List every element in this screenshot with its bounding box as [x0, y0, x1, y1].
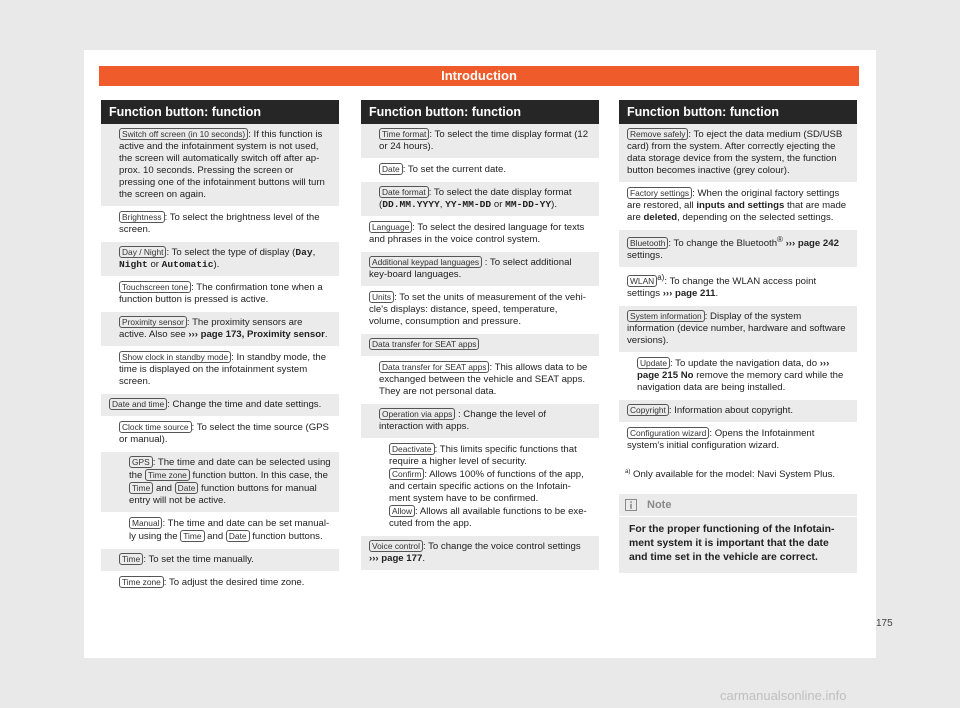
item-text: : Opens the Infotainment system's initial configuration wizard.	[627, 428, 815, 452]
item-text: function button. In this case, the	[189, 470, 328, 481]
function-button-tag: Remove safely	[627, 128, 688, 140]
list-item	[101, 394, 339, 417]
column-heading: Function button: function	[361, 100, 599, 124]
function-button-tag: Brightness	[119, 211, 165, 223]
list-item	[101, 572, 339, 595]
emphasis-text: inputs and settings	[696, 200, 785, 211]
function-button-tag: Language	[369, 221, 412, 233]
item-text: ).	[213, 259, 220, 270]
function-button-tag: Date	[226, 530, 250, 542]
function-button-tag: Time	[180, 530, 204, 542]
item-text: ,	[439, 199, 446, 210]
list-item	[361, 357, 599, 404]
function-button-tag: Day / Night	[119, 246, 166, 258]
list-item	[361, 439, 599, 536]
function-button-tag: Allow	[389, 505, 415, 517]
list-item	[619, 400, 857, 423]
function-button-tag: Time	[129, 482, 153, 494]
column-heading: Function button: function	[619, 100, 857, 124]
function-button-tag: Time	[119, 553, 143, 565]
list-item	[361, 287, 599, 334]
item-text: : Allows all available functions to be exe-cuted from the app.	[389, 506, 587, 529]
item-text: : In standby mode, the time is displayed on the infotainment system screen.	[119, 352, 327, 387]
item-text: : To select the brightness level of the screen.	[119, 212, 320, 235]
list-item	[101, 513, 339, 549]
item-text: and	[153, 483, 175, 494]
item-text: , depending on the selected settings.	[677, 212, 834, 223]
list-item	[101, 347, 339, 394]
emphasis-text: deleted	[643, 212, 678, 223]
function-button-tag: Confirm	[389, 468, 424, 480]
column-3	[619, 100, 857, 573]
list-item	[101, 207, 339, 242]
function-button-tag: GPS	[129, 456, 153, 468]
page-reference: ››› page 215 No	[637, 358, 830, 382]
page-reference: ››› page 242	[782, 238, 839, 250]
function-button-tag: Time zone	[145, 469, 190, 481]
trademark-mark: ®	[777, 235, 783, 244]
list-item	[361, 252, 599, 287]
item-text: : The proximity sensors are active. Also see	[119, 317, 303, 340]
item-text: ,	[312, 247, 316, 258]
function-button-tag: Date	[379, 163, 403, 175]
item-text: : Display of the system information (device number, hardware and software versions).	[627, 311, 846, 347]
list-item	[619, 124, 857, 183]
function-button-tag: Bluetooth	[627, 237, 668, 249]
function-button-tag: Data transfer for SEAT apps	[369, 338, 479, 350]
list-item	[101, 124, 339, 207]
function-button-tag: Configuration wizard	[627, 427, 709, 439]
item-text: and	[204, 531, 226, 542]
page-reference: ››› page 173, Proximity sensor	[188, 329, 325, 340]
list-item	[619, 306, 857, 353]
watermark: carmanualsonline.info	[720, 688, 847, 703]
item-text: .	[422, 553, 425, 564]
item-text: settings.	[627, 250, 663, 262]
item-text: : This allows data to be exchanged between the vehicle and SEAT apps. They are not personal data.	[379, 362, 588, 397]
item-text: or	[491, 199, 506, 210]
list-item	[101, 549, 339, 572]
item-text: : To change the WLAN access point settings	[627, 276, 817, 300]
function-button-tag: Update	[637, 357, 670, 369]
list-item	[361, 404, 599, 439]
function-button-tag: Time zone	[119, 576, 164, 588]
function-button-tag: Proximity sensor	[119, 316, 187, 328]
item-text: function buttons for manual entry will not be active.	[129, 483, 317, 506]
function-button-tag: Operation via apps	[379, 408, 455, 420]
footnote-mark: a)	[625, 469, 631, 476]
item-text: : Change the level of interaction with apps.	[379, 409, 546, 432]
function-button-tag: Switch off screen (in 10 seconds)	[119, 128, 248, 140]
item-text: : The confirmation tone when a function button is pressed is active.	[119, 282, 323, 305]
item-text: : If this function is active and the infotainment system is not used, the screen will automatically switch off after ap-prox. 10 seconds. Pressing the screen or pressing one of the infotainment buttons will turn the screen on again.	[119, 129, 325, 200]
function-button-tag: Deactivate	[389, 443, 435, 455]
column-heading: Function button: function	[101, 100, 339, 124]
item-text: : To set the units of measurement of the vehi-cle's displays: distance, speed, temperature, volume, consumption and pressure.	[369, 292, 586, 327]
function-button-tag: Voice control	[369, 540, 423, 552]
item-text: : This limits specific functions that require a higher level of security.	[389, 444, 577, 467]
list-item	[361, 536, 599, 571]
item-text: function buttons.	[249, 531, 323, 542]
function-button-tag: Data transfer for SEAT apps	[379, 361, 489, 373]
footnote-mark: a)	[657, 273, 665, 283]
function-button-tag: Date	[175, 482, 199, 494]
list-item	[101, 417, 339, 452]
list-item	[101, 277, 339, 312]
item-text: : To set the time manually.	[143, 554, 254, 565]
item-text: : To set the current date.	[402, 164, 506, 175]
function-button-tag: Manual	[129, 517, 162, 529]
item-text: : Information about copyright.	[668, 405, 794, 417]
list-item	[361, 159, 599, 182]
function-button-tag: Factory settings	[627, 187, 692, 199]
note-header	[619, 494, 857, 517]
list-item	[101, 242, 339, 277]
list-item	[361, 334, 599, 357]
option-code: DD.MM.YYYY	[382, 199, 440, 210]
option-code: YY-MM-DD	[445, 199, 492, 210]
list-item	[361, 182, 599, 217]
function-button-tag: Time format	[379, 128, 429, 140]
function-button-tag: Date format	[379, 186, 429, 198]
item-text: remove the memory card while the navigation data are being installed.	[637, 370, 844, 394]
option-code: Night	[119, 259, 148, 270]
footnote	[619, 458, 857, 487]
list-item	[619, 183, 857, 230]
item-text: that are made are	[627, 200, 847, 223]
item-text: : To select the type of display (	[166, 247, 296, 258]
info-icon	[625, 499, 637, 511]
list-item	[361, 124, 599, 159]
function-button-tag: System information	[627, 310, 705, 322]
item-text: : To select the time source (GPS or manual).	[119, 422, 329, 445]
note-box	[619, 494, 857, 573]
list-item	[619, 268, 857, 306]
list-item	[619, 423, 857, 458]
item-text: : When the original factory settings are restored, all	[627, 188, 840, 211]
item-text: .	[324, 329, 328, 340]
item-text: : The time and date can be selected using the	[129, 457, 331, 481]
item-text: : To update the navigation data, do	[670, 358, 820, 370]
function-button-tag: Clock time source	[119, 421, 192, 433]
item-text: : Allows 100% of functions of the app, and certain specific actions on the Infotain-ment system have to be confirmed.	[389, 469, 584, 504]
item-text: : Change the time and date settings.	[167, 399, 322, 410]
item-text: : To eject the data medium (SD/USB card) from the system. After correctly ejecting the data storage device from the system, the function button becomes inactive (grey colour).	[627, 129, 843, 176]
option-code: Day	[295, 247, 313, 258]
option-code: Automatic	[161, 259, 214, 270]
list-item	[619, 353, 857, 400]
function-button-tag: Copyright	[627, 404, 669, 416]
list-item	[619, 230, 857, 268]
function-button-tag: Units	[369, 291, 394, 303]
item-text: : To select the date display format (	[379, 187, 572, 210]
page-reference: ››› page 177	[369, 553, 423, 564]
function-button-tag: Touchscreen tone	[119, 281, 191, 293]
function-button-tag: Date and time	[109, 398, 167, 410]
column-1	[101, 100, 339, 595]
column-2	[361, 100, 599, 571]
item-text: .	[715, 288, 719, 300]
item-text: ).	[551, 199, 557, 210]
item-text: : To change the Bluetooth	[668, 238, 778, 250]
function-button-tag: Show clock in standby mode	[119, 351, 231, 363]
note-text: For the proper functioning of the Infotain-ment system it is important that the date and time set in the vehicle are correct.	[629, 523, 835, 563]
list-item	[361, 217, 599, 252]
page-number: 175	[876, 618, 893, 629]
item-text: : To adjust the desired time zone.	[163, 577, 305, 588]
function-button-tag: WLAN	[627, 275, 657, 287]
section-header: Introduction	[99, 66, 859, 86]
footnote-text: Only available for the model: Navi System Plus.	[630, 469, 836, 481]
list-item	[101, 452, 339, 513]
item-text: : To select the time display format (12 or 24 hours).	[379, 129, 589, 152]
item-text: : The time and date can be set manual-ly using the	[129, 518, 330, 542]
list-item	[101, 312, 339, 347]
page-reference: ››› page 211	[662, 288, 716, 300]
item-text: : To select the desired language for texts and phrases in the voice control system.	[369, 222, 585, 245]
option-code: MM-DD-YY	[505, 199, 552, 210]
item-text: or	[147, 259, 162, 270]
function-button-tag: Additional keypad languages	[369, 256, 482, 268]
item-text: : To select additional key-board languages.	[369, 257, 572, 280]
item-text: : To change the voice control settings	[422, 541, 581, 552]
note-title: Note	[647, 498, 672, 511]
